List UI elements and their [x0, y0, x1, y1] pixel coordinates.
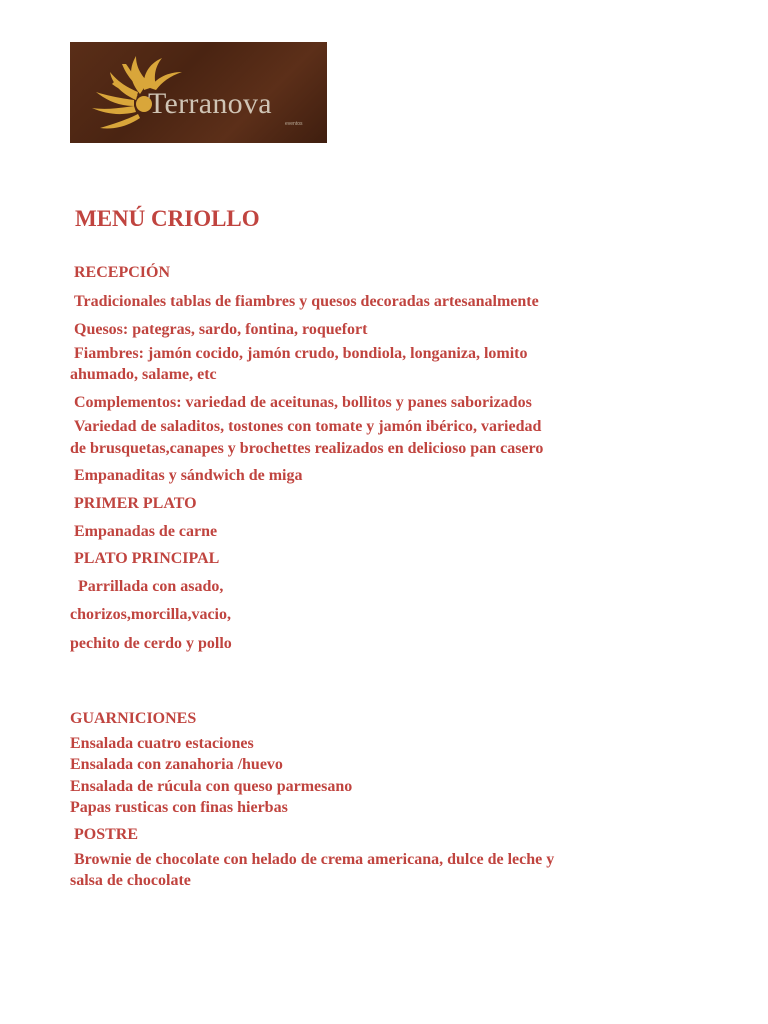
- logo-wordmark: Terranova: [148, 87, 272, 120]
- menu-line: Ensalada de rúcula con queso parmesano: [70, 778, 353, 795]
- postre-heading: POSTRE: [74, 826, 139, 843]
- menu-line: Complementos: variedad de aceitunas, bollitos y panes saborizados: [74, 394, 532, 411]
- menu-line: Papas rusticas con finas hierbas: [70, 799, 288, 816]
- menu-line: ahumado, salame, etc: [70, 366, 217, 383]
- menu-line: salsa de chocolate: [70, 872, 191, 889]
- menu-line: chorizos,morcilla,vacio,: [70, 606, 231, 623]
- logo-subtitle: eventos: [285, 121, 303, 127]
- plato-principal-heading: PLATO PRINCIPAL: [74, 550, 220, 567]
- menu-line: Tradicionales tablas de fiambres y quesos decoradas artesanalmente: [74, 293, 539, 310]
- menu-line: Ensalada cuatro estaciones: [70, 735, 254, 752]
- guarniciones-heading: GUARNICIONES: [70, 710, 197, 727]
- menu-line: de brusquetas,canapes y brochettes realizados en delicioso pan casero: [70, 440, 544, 457]
- recepcion-heading: RECEPCIÓN: [74, 264, 171, 281]
- menu-line: Empanaditas y sándwich de miga: [74, 467, 303, 484]
- menu-line: Fiambres: jamón cocido, jamón crudo, bondiola, longaniza, lomito: [74, 345, 528, 362]
- menu-line: Parrillada con asado,: [78, 578, 224, 595]
- primer-plato-heading: PRIMER PLATO: [74, 495, 197, 512]
- menu-line: Brownie de chocolate con helado de crema americana, dulce de leche y: [74, 851, 555, 868]
- menu-line: Variedad de saladitos, tostones con tomate y jamón ibérico, variedad: [74, 418, 542, 435]
- menu-title: MENÚ CRIOLLO: [75, 206, 260, 231]
- terranova-logo: [70, 42, 327, 143]
- menu-line: Ensalada con zanahoria /huevo: [70, 756, 283, 773]
- menu-line: Quesos: pategras, sardo, fontina, roquefort: [74, 321, 368, 338]
- menu-line: Empanadas de carne: [74, 523, 218, 540]
- menu-line: pechito de cerdo y pollo: [70, 635, 232, 652]
